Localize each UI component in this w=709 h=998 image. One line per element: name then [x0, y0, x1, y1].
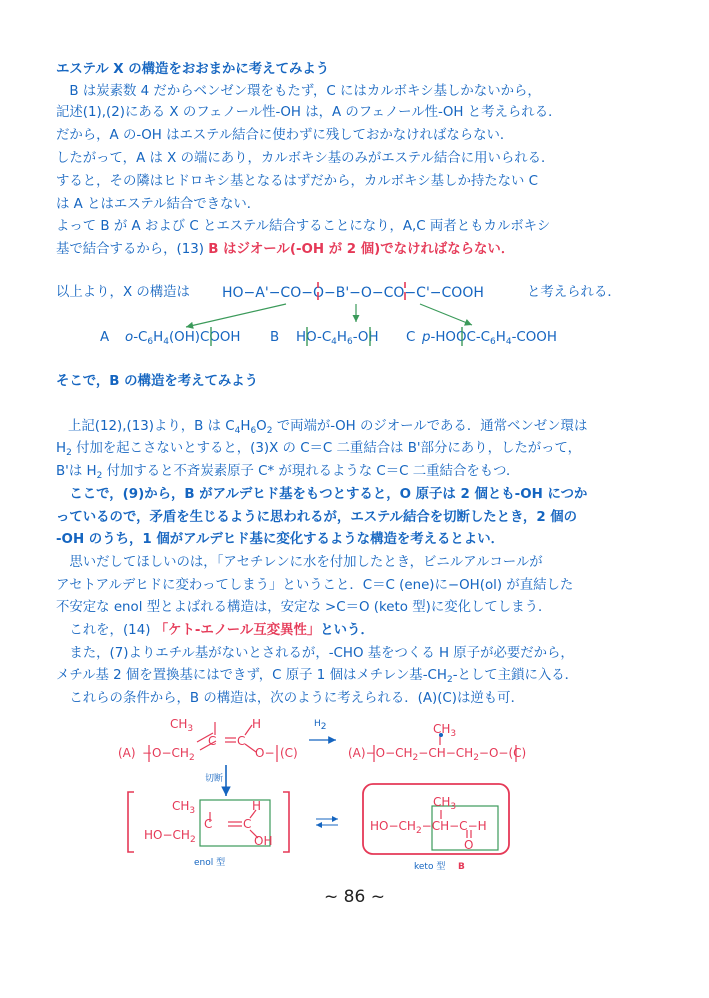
enol-c1: C — [204, 817, 213, 831]
tr-chain: $(A)-O-CH_2-CH-CH_2-O-(C)$ — [348, 746, 527, 763]
component-c-letter: C — [406, 330, 416, 345]
body-line: B は炭素数 4 だからベンゼン環をもたず，C にはカルボキシ基しかないから， — [56, 84, 541, 99]
enol-c2: C — [243, 817, 252, 831]
green-arrows — [186, 304, 472, 327]
tautomerism-pre: これを，(14) — [56, 623, 155, 638]
tl-left-end: (A) — [118, 746, 136, 760]
body-line: メチル基 2 個を置換基にはできず，C 原子 1 個はメチレン基$-CH_2-$として主鎖に入る． — [56, 668, 579, 685]
enol-h: H — [252, 799, 262, 813]
tl-c1: C — [208, 734, 217, 748]
structure-prefix: 以上より，X の構造は — [56, 285, 190, 300]
page-number: ~ 86 ~ — [324, 887, 385, 907]
body-line: は A とはエステル結合できない． — [56, 197, 261, 212]
tautomerism-term: 「ケト-エノール互変異性」 — [154, 623, 321, 638]
tl-h: H — [252, 717, 262, 731]
structure-suffix: と考えられる． — [527, 285, 621, 300]
keto-label: keto 型 — [414, 862, 446, 872]
body-line: B'は $H_2$ 付加すると不斉炭素原子 C* が現れるような C＝C 二重結合をもつ． — [56, 464, 520, 481]
conclusion-pre: 基で結合するから，(13) — [56, 242, 209, 257]
body-line: これらの条件から，B の構造は，次のように考えられる．(A)(C)は逆も可． — [56, 691, 524, 706]
keto-o: O — [464, 838, 474, 852]
cut-label: 切断 — [205, 774, 224, 784]
body-line-bold: ここで，(9)から，B がアルデヒド基をもつとすると，O 原子は 2 個とも-OH につか — [56, 487, 588, 502]
tautomerism-post: という． — [320, 623, 374, 638]
conclusion-post: (-OH が 2 個)でなければならない． — [289, 242, 515, 257]
section1-heading: エステル X の構造をおおまかに考えてみよう — [56, 62, 330, 77]
body-line: 不安定な enol 型とよばれる構造は，安定な >C＝O (keto 型)に変化してしまう． — [56, 600, 552, 615]
component-b-letter: B — [270, 330, 280, 345]
enol-ch3: $CH_3$ — [172, 799, 196, 816]
component-a-formula: $o-C_6H_4(OH)COOH$ — [125, 330, 241, 347]
keto-chain: $HO-CH_2-CH-C-H$ — [370, 819, 487, 836]
body-line: すると，その隣はヒドロキシ基となるはずだから，カルボキシ基しか持たない C — [56, 174, 539, 189]
enol-ho-ch2: $HO-CH_2$ — [144, 828, 196, 845]
body-line-bold: っているので，矛盾を生じるように思われるが，エステル結合を切断したとき，2 個の — [56, 510, 578, 525]
conclusion-diol: B はジオール — [208, 242, 290, 257]
body-line: したがって，A は X の端にあり，カルボキシ基のみがエステル結合に用いられる． — [56, 151, 555, 166]
keto-b-label: B — [458, 862, 465, 872]
h2-label: $H_2$ — [314, 719, 327, 732]
enol-oh: OH — [254, 834, 273, 848]
tl-c2: C — [237, 734, 246, 748]
tl-ch3: $CH_3$ — [170, 717, 194, 734]
tr-ch3: $CH_3$ — [433, 722, 457, 739]
cut-marks — [318, 282, 405, 300]
body-line: 記述(1),(2)にある X のフェノール性-OH は，A のフェノール性-OH と考えられる． — [56, 105, 562, 120]
tl-o: O− — [255, 746, 275, 760]
body-line: 思いだしてほしいのは，「アセチレンに水を付加したとき，ビニルアルコールが — [56, 555, 543, 570]
component-c-formula: $p-HOOC-C_6H_4$-COOH — [422, 330, 557, 347]
body-line: だから，A の-OH はエステル結合に使わずに残しておかなければならない． — [56, 128, 514, 143]
section2-heading: そこで，B の構造を考えてみよう — [56, 374, 259, 389]
component-b-formula: $HO-C_4H_6-OH$ — [296, 330, 379, 347]
keto-ch3: $CH_3$ — [433, 795, 457, 812]
structure-formula: HO−A'−CO−O−B'−O−CO−C'−COOH — [222, 285, 484, 301]
body-line: アセトアルデヒドに変わってしまう」ということ．C＝C (ene)に−OH(ol) が直結した — [56, 578, 574, 593]
body-line-bold: -OH のうち，1 個がアルデヒド基に変化するような構造を考えるとよい． — [56, 532, 504, 547]
enol-label: enol 型 — [194, 858, 226, 868]
component-a-letter: A — [100, 330, 110, 345]
body-line: $H_2$ 付加を起こさないとすると，(3)X の C＝C 二重結合は B'部分にあり，したがって， — [56, 441, 582, 458]
tl-chain: $-O-CH_2$ — [142, 746, 195, 763]
body-line: また，(7)よりエチル基がないとされるが，-CHO 基をつくる H 原子が必要だから， — [56, 646, 574, 661]
body-line: よって B が A および C とエステル結合することになり，A,C 両者ともカルボキシ — [56, 219, 551, 234]
body-line: 上記(12),(13)より，B は $C_4H_6O_2$ で両端が-OH のジオールである．通常ベンゼン環は — [68, 419, 588, 436]
component-cut-marks — [211, 327, 462, 346]
tl-right-end: (C) — [280, 746, 298, 760]
equilibrium-arrows — [316, 819, 338, 825]
